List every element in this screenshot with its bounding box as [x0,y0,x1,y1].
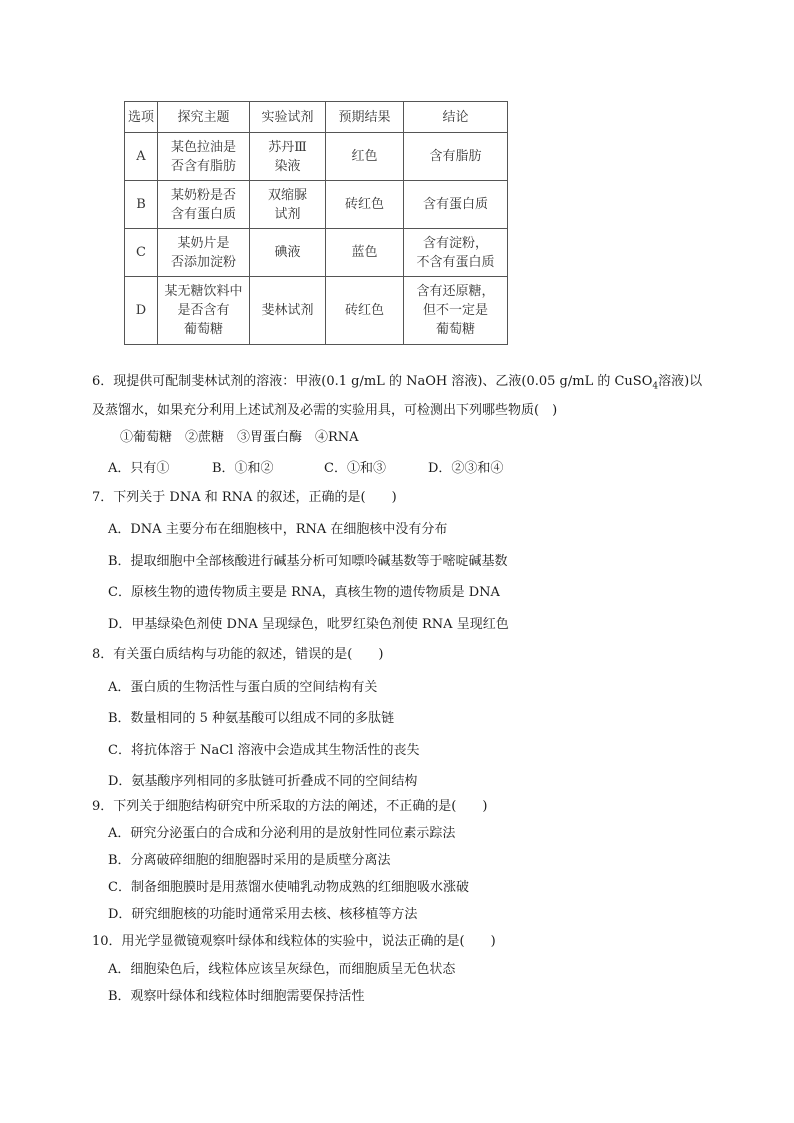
table-header-cell: 选项 [125,102,158,133]
conclusion-cell: 含有蛋白质 [404,181,508,229]
q6-stem-line2: 及蒸馏水，如果充分利用上述试剂及必需的实验用具，可检测出下列哪些物质( ) [92,403,558,418]
q8-option-d[interactable]: D．氨基酸序列相同的多肽链可折叠成不同的空间结构 [108,774,418,789]
table-row [125,277,508,345]
table-header-row [125,102,508,133]
table-header-cell: 探究主题 [158,102,250,133]
q9-option-a[interactable]: A．研究分泌蛋白的合成和分泌利用的是放射性同位素示踪法 [108,826,456,841]
option-c[interactable]: C．①和③ [324,461,386,476]
q10-option-b[interactable]: B．观察叶绿体和线粒体时细胞需要保持活性 [108,989,365,1004]
result-cell: 蓝色 [326,229,404,277]
q6-items: ①葡萄糖 ②蔗糖 ③胃蛋白酶 ④RNA [120,430,359,445]
result-cell: 砖红色 [326,181,404,229]
topic-cell: 某奶粉是否 含有蛋白质 [158,181,250,229]
reagent-cell: 苏丹Ⅲ 染液 [250,133,326,181]
q10-stem: 10．用光学显微镜观察叶绿体和线粒体的实验中，说法正确的是( ) [92,934,496,949]
q6-stem-line1: 6．现提供可配制斐林试剂的溶液：甲液(0.1 g/mL 的 NaOH 溶液)、乙液(0.05 g/mL 的 CuSO$_4$溶液)以 [92,374,703,392]
topic-cell: 某奶片是 否添加淀粉 [158,229,250,277]
option-cell: A [125,133,158,181]
option-cell: D [125,277,158,345]
table-row [125,229,508,277]
table-row [125,181,508,229]
q7-option-d[interactable]: D．甲基绿染色剂使 DNA 呈现绿色，吡罗红染色剂使 RNA 呈现红色 [108,617,509,632]
experiment-table [124,101,508,345]
option-cell: C [125,229,158,277]
q8-option-c[interactable]: C．将抗体溶于 NaCl 溶液中会造成其生物活性的丧失 [108,743,420,758]
q9-option-d[interactable]: D．研究细胞核的功能时通常采用去核、核移植等方法 [108,907,418,922]
conclusion-cell: 含有还原糖， 但不一定是 葡萄糖 [404,277,508,345]
q7-option-c[interactable]: C．原核生物的遗传物质主要是 RNA，真核生物的遗传物质是 DNA [108,585,500,600]
option-a[interactable]: A．只有① [108,461,170,476]
conclusion-cell: 含有淀粉， 不含有蛋白质 [404,229,508,277]
q7-option-a[interactable]: A．DNA 主要分布在细胞核中，RNA 在细胞核中没有分布 [108,522,448,537]
conclusion-cell: 含有脂肪 [404,133,508,181]
result-cell: 砖红色 [326,277,404,345]
q7-option-b[interactable]: B．提取细胞中全部核酸进行碱基分析可知嘌呤碱基数等于嘧啶碱基数 [108,554,508,569]
q9-option-b[interactable]: B．分离破碎细胞的细胞器时采用的是质壁分离法 [108,853,391,868]
table-header-cell: 预期结果 [326,102,404,133]
topic-cell: 某色拉油是 否含有脂肪 [158,133,250,181]
q7-stem: 7．下列关于 DNA 和 RNA 的叙述，正确的是( ) [92,490,397,505]
table-header-cell: 结论 [404,102,508,133]
q8-stem: 8．有关蛋白质结构与功能的叙述，错误的是( ) [92,647,384,662]
q10-option-a[interactable]: A．细胞染色后，线粒体应该呈灰绿色，而细胞质呈无色状态 [108,962,456,977]
table-header-cell: 实验试剂 [250,102,326,133]
topic-cell: 某无糖饮料中 是否含有 葡萄糖 [158,277,250,345]
q8-option-b[interactable]: B．数量相同的 5 种氨基酸可以组成不同的多肽链 [108,711,395,726]
reagent-cell: 双缩脲 试剂 [250,181,326,229]
reagent-cell: 斐林试剂 [250,277,326,345]
q8-option-a[interactable]: A．蛋白质的生物活性与蛋白质的空间结构有关 [108,680,378,695]
reagent-cell: 碘液 [250,229,326,277]
option-b[interactable]: B．①和② [212,461,274,476]
option-cell: B [125,181,158,229]
q9-stem: 9．下列关于细胞结构研究中所采取的方法的阐述，不正确的是( ) [92,799,488,814]
option-d[interactable]: D．②③和④ [428,461,504,476]
result-cell: 红色 [326,133,404,181]
table-row [125,133,508,181]
q9-option-c[interactable]: C．制备细胞膜时是用蒸馏水使哺乳动物成熟的红细胞吸水涨破 [108,880,469,895]
